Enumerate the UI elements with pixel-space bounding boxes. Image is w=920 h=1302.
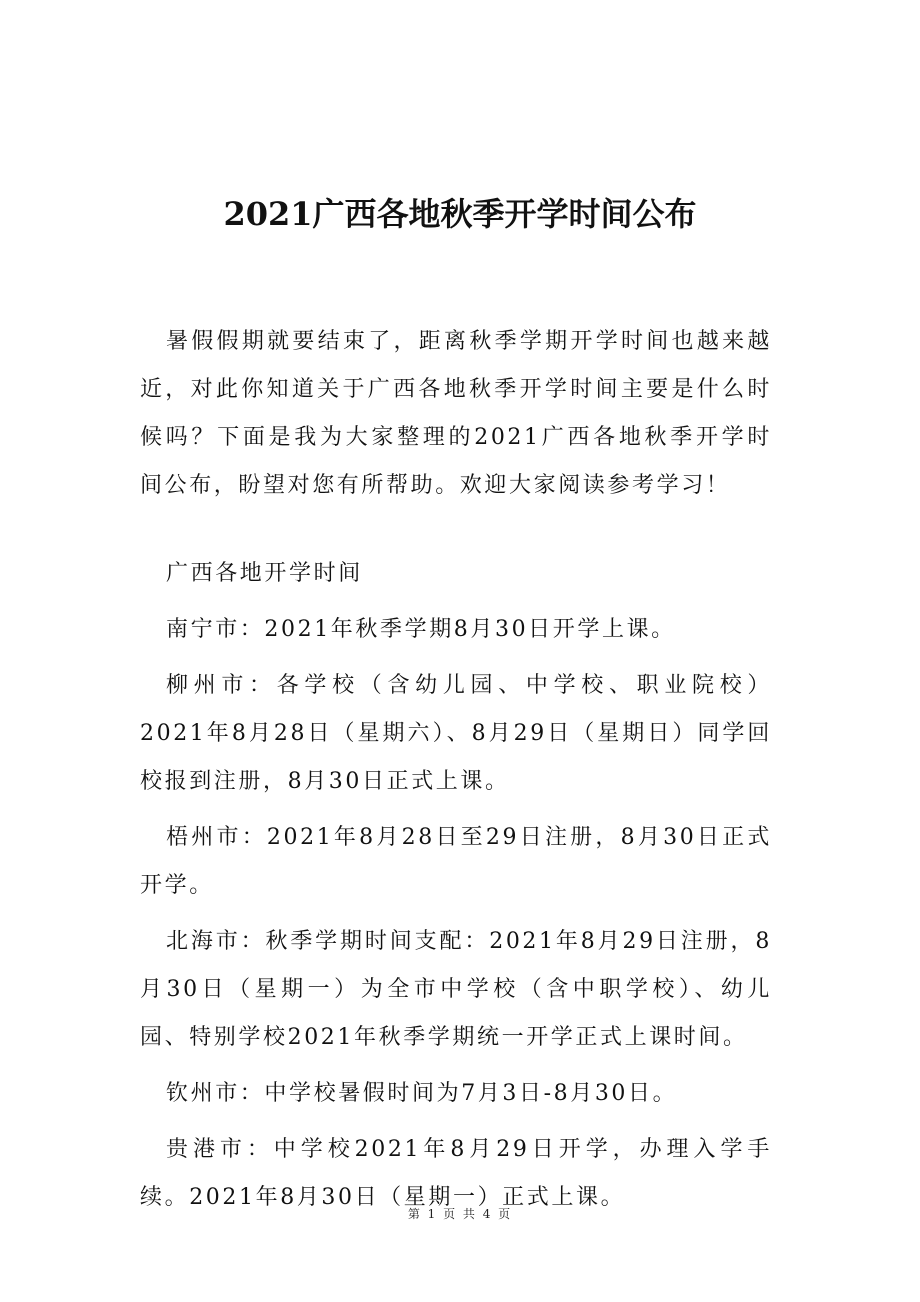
paragraph-guigang: 贵港市：中学校2021年8月29日开学，办理入学手续。2021年8月30日（星期一）正式上课。 [140,1137,772,1210]
intro-paragraph: 暑假假期就要结束了，距离秋季学期开学时间也越来越近，对此你知道关于广西各地秋季开学时间主要是什么时候吗？下面是我为大家整理的2021广西各地秋季开学时间公布，盼望对您有所帮助。欢迎大家阅读参考学习！ [140,329,772,498]
article-body [140,318,772,1222]
section-heading: 广西各地开学时间 [166,561,363,586]
paragraph-beihai: 北海市：秋季学期时间支配：2021年8月29日注册，8月30日（星期一）为全市中学校（含中职学校）、幼儿园、特别学校2021年秋季学期统一开学正式上课时间。 [140,929,772,1050]
page-title: 2021广西各地秋季开学时间公布 [223,195,697,233]
paragraph-wuzhou: 梧州市：2021年8月28日至29日注册，8月30日正式开学。 [140,825,772,898]
paragraph-liuzhou: 柳州市：各学校（含幼儿园、中学校、职业院校）2021年8月28日（星期六）、8月29日（星期日）同学回校报到注册，8月30日正式上课。 [140,673,772,794]
paragraph-nanning: 南宁市：2021年秋季学期8月30日开学上课。 [166,617,676,642]
paragraph-qinzhou: 钦州市：中学校暑假时间为7月3日-8月30日。 [166,1081,678,1106]
page-footer: 第 1 页 共 4 页 [407,1207,513,1221]
